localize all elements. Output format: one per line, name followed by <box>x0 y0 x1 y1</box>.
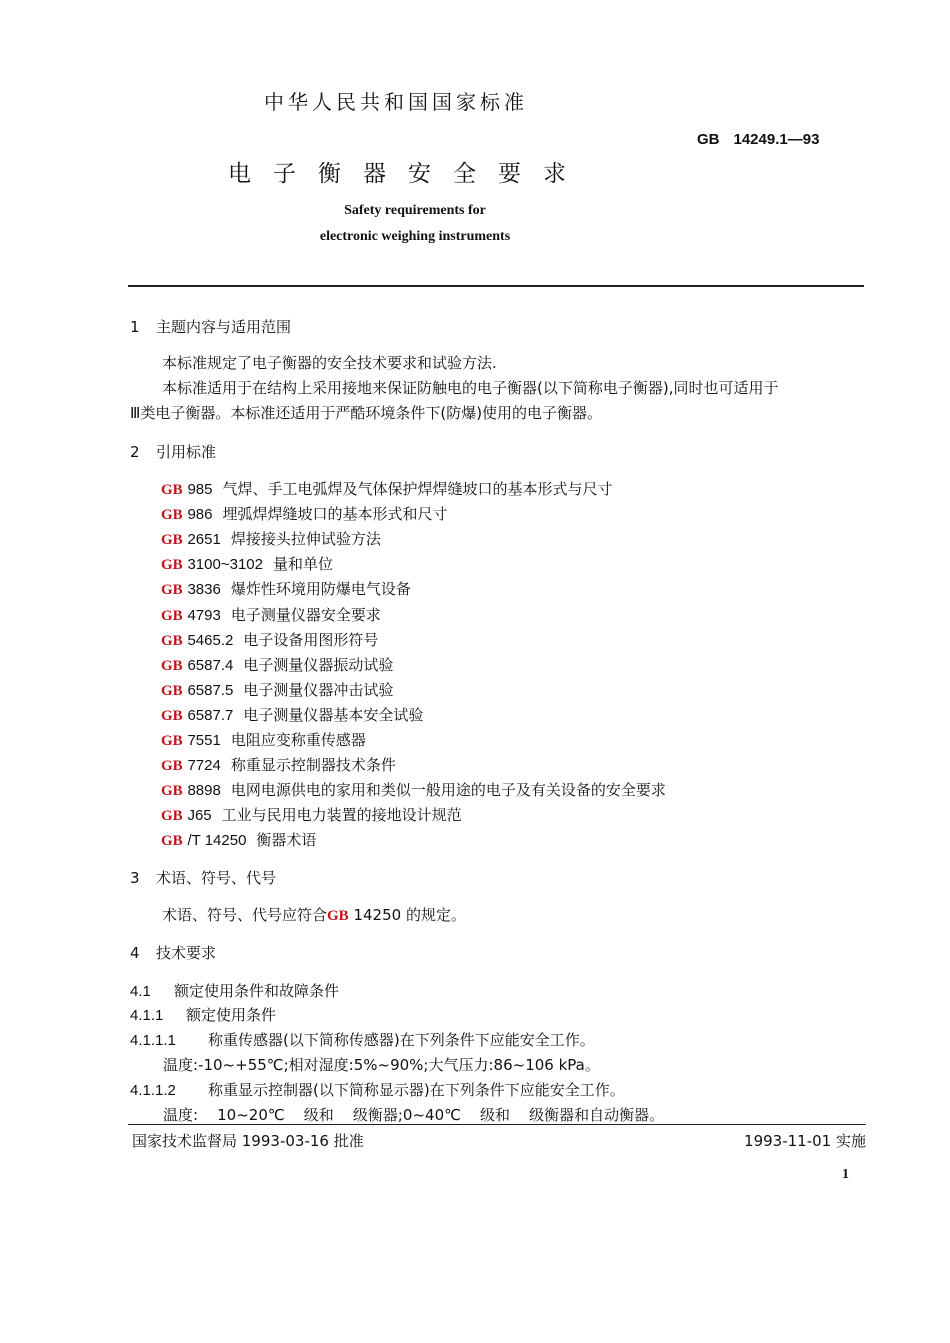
reference-title: 量和单位 <box>272 555 333 574</box>
section-1-paragraph-1: 本标准规定了电子衡器的安全技术要求和试验方法. <box>162 354 497 372</box>
section-2-heading: 2 引用标准 <box>130 443 217 461</box>
reference-item <box>161 503 448 524</box>
reference-title: 电子测量仪器振动试验 <box>243 655 394 674</box>
section-4-1-heading: 4.1 额定使用条件和故障条件 <box>130 982 340 1000</box>
section-1-heading: 1 主题内容与适用范围 <box>130 318 292 336</box>
reference-gb-prefix: GB <box>161 582 183 599</box>
section-4-1-1-heading: 4.1.1 额定使用条件 <box>130 1006 277 1024</box>
reference-number: 7724 <box>187 757 221 775</box>
reference-number: 2651 <box>187 531 221 549</box>
reference-number: 3100~3102 <box>187 556 263 574</box>
reference-item <box>161 679 393 700</box>
reference-title: 称重显示控制器技术条件 <box>230 756 396 775</box>
reference-number: /T 14250 <box>187 832 247 850</box>
reference-gb-prefix: GB <box>161 607 183 624</box>
reference-item <box>161 704 423 725</box>
reference-title: 工业与民用电力装置的接地设计规范 <box>221 806 462 825</box>
reference-title: 衡器术语 <box>256 831 317 850</box>
reference-number: 4793 <box>187 606 221 624</box>
reference-gb-prefix: GB <box>161 808 183 825</box>
reference-item <box>161 829 316 850</box>
reference-title: 埋弧焊焊缝坡口的基本形式和尺寸 <box>222 505 448 524</box>
reference-number: 3836 <box>187 581 221 599</box>
reference-title: 电子测量仪器冲击试验 <box>243 680 394 699</box>
reference-item <box>161 629 378 650</box>
implementation-date: 1993-11-01 实施 <box>744 1132 866 1150</box>
code-number: 14249.1—93 <box>733 131 820 148</box>
footer-divider <box>128 1124 866 1125</box>
code-prefix: GB <box>697 131 720 148</box>
reference-number: 6587.4 <box>187 656 234 674</box>
reference-item <box>161 654 393 675</box>
reference-number: 6587.5 <box>187 681 234 699</box>
reference-gb-prefix: GB <box>161 657 183 674</box>
reference-item <box>161 528 381 549</box>
standard-code <box>697 131 819 148</box>
reference-title: 电网电源供电的家用和类似一般用途的电子及有关设备的安全要求 <box>230 781 666 800</box>
reference-gb-prefix: GB <box>161 532 183 549</box>
reference-title: 电子测量仪器安全要求 <box>230 605 381 624</box>
reference-title: 电阻应变称重传感器 <box>230 731 366 749</box>
document-title-cn: 电子衡器安全要求 <box>228 161 588 187</box>
reference-gb-prefix: GB <box>161 632 183 649</box>
national-standard-heading: 中华人民共和国国家标准 <box>264 90 528 114</box>
reference-gb-prefix: GB <box>161 833 183 850</box>
reference-gb-prefix: GB <box>161 733 183 749</box>
document-title-en-line1: Safety requirements for <box>344 203 486 218</box>
section-1-paragraph-2b: Ⅲ类电子衡器。本标准还适用于严酷环境条件下(防爆)使用的电子衡器。 <box>130 404 603 422</box>
reference-title: 电子设备用图形符号 <box>243 630 379 649</box>
reference-number: 986 <box>187 506 213 524</box>
reference-gb-prefix: GB <box>161 783 183 800</box>
reference-item <box>161 478 613 499</box>
reference-item <box>161 779 666 800</box>
section-4-heading: 4 技术要求 <box>130 944 217 962</box>
reference-title: 爆炸性环境用防爆电气设备 <box>230 580 411 599</box>
approval-date: 国家技术监督局 1993-03-16 批准 <box>132 1132 364 1150</box>
reference-item <box>161 729 366 750</box>
page-number: 1 <box>842 1167 849 1182</box>
reference-item <box>161 553 333 574</box>
section-4-1-1-2: 4.1.1.2 称重显示控制器(以下简称显示器)在下列条件下应能安全工作。 <box>130 1081 625 1099</box>
reference-title: 气焊、手工电弧焊及气体保护焊焊缝坡口的基本形式与尺寸 <box>222 480 613 498</box>
reference-item <box>161 804 462 825</box>
reference-gb-prefix: GB <box>161 482 183 498</box>
reference-item <box>161 604 381 625</box>
reference-number: 5465.2 <box>187 631 234 649</box>
section-4-1-1-1-conditions: 温度:-10~+55℃;相对湿度:5%~90%;大气压力:86~106 kPa。 <box>163 1056 600 1074</box>
section-3-heading: 3 术语、符号、代号 <box>130 869 277 887</box>
reference-gb-prefix: GB <box>161 682 183 699</box>
section-1-paragraph-2a: 本标准适用于在结构上采用接地来保证防触电的电子衡器(以下简称电子衡器),同时也可适用于 <box>162 379 779 397</box>
reference-number: 8898 <box>187 782 221 800</box>
reference-number: 985 <box>187 481 213 498</box>
reference-title: 焊接接头拉伸试验方法 <box>230 530 381 549</box>
reference-gb-prefix: GB <box>161 707 183 724</box>
reference-gb-prefix: GB <box>161 758 183 775</box>
reference-number: 6587.7 <box>187 706 234 724</box>
reference-title: 电子测量仪器基本安全试验 <box>243 705 424 724</box>
reference-number: J65 <box>187 807 212 825</box>
section-4-1-1-2-conditions: 温度: 10~20℃ 级和 级衡器;0~40℃ 级和 级衡器和自动衡器。 <box>163 1106 665 1124</box>
reference-gb-prefix: GB <box>161 507 183 524</box>
reference-item <box>161 754 396 775</box>
document-title-en-line2: electronic weighing instruments <box>319 229 511 244</box>
section-3-paragraph: 术语、符号、代号应符合GB 14250 的规定。 <box>162 906 466 924</box>
reference-gb-prefix: GB <box>161 557 183 574</box>
header-divider <box>128 285 864 287</box>
reference-item <box>161 578 411 599</box>
reference-number: 7551 <box>187 732 221 749</box>
section-4-1-1-1: 4.1.1.1 称重传感器(以下简称传感器)在下列条件下应能安全工作。 <box>130 1031 595 1049</box>
